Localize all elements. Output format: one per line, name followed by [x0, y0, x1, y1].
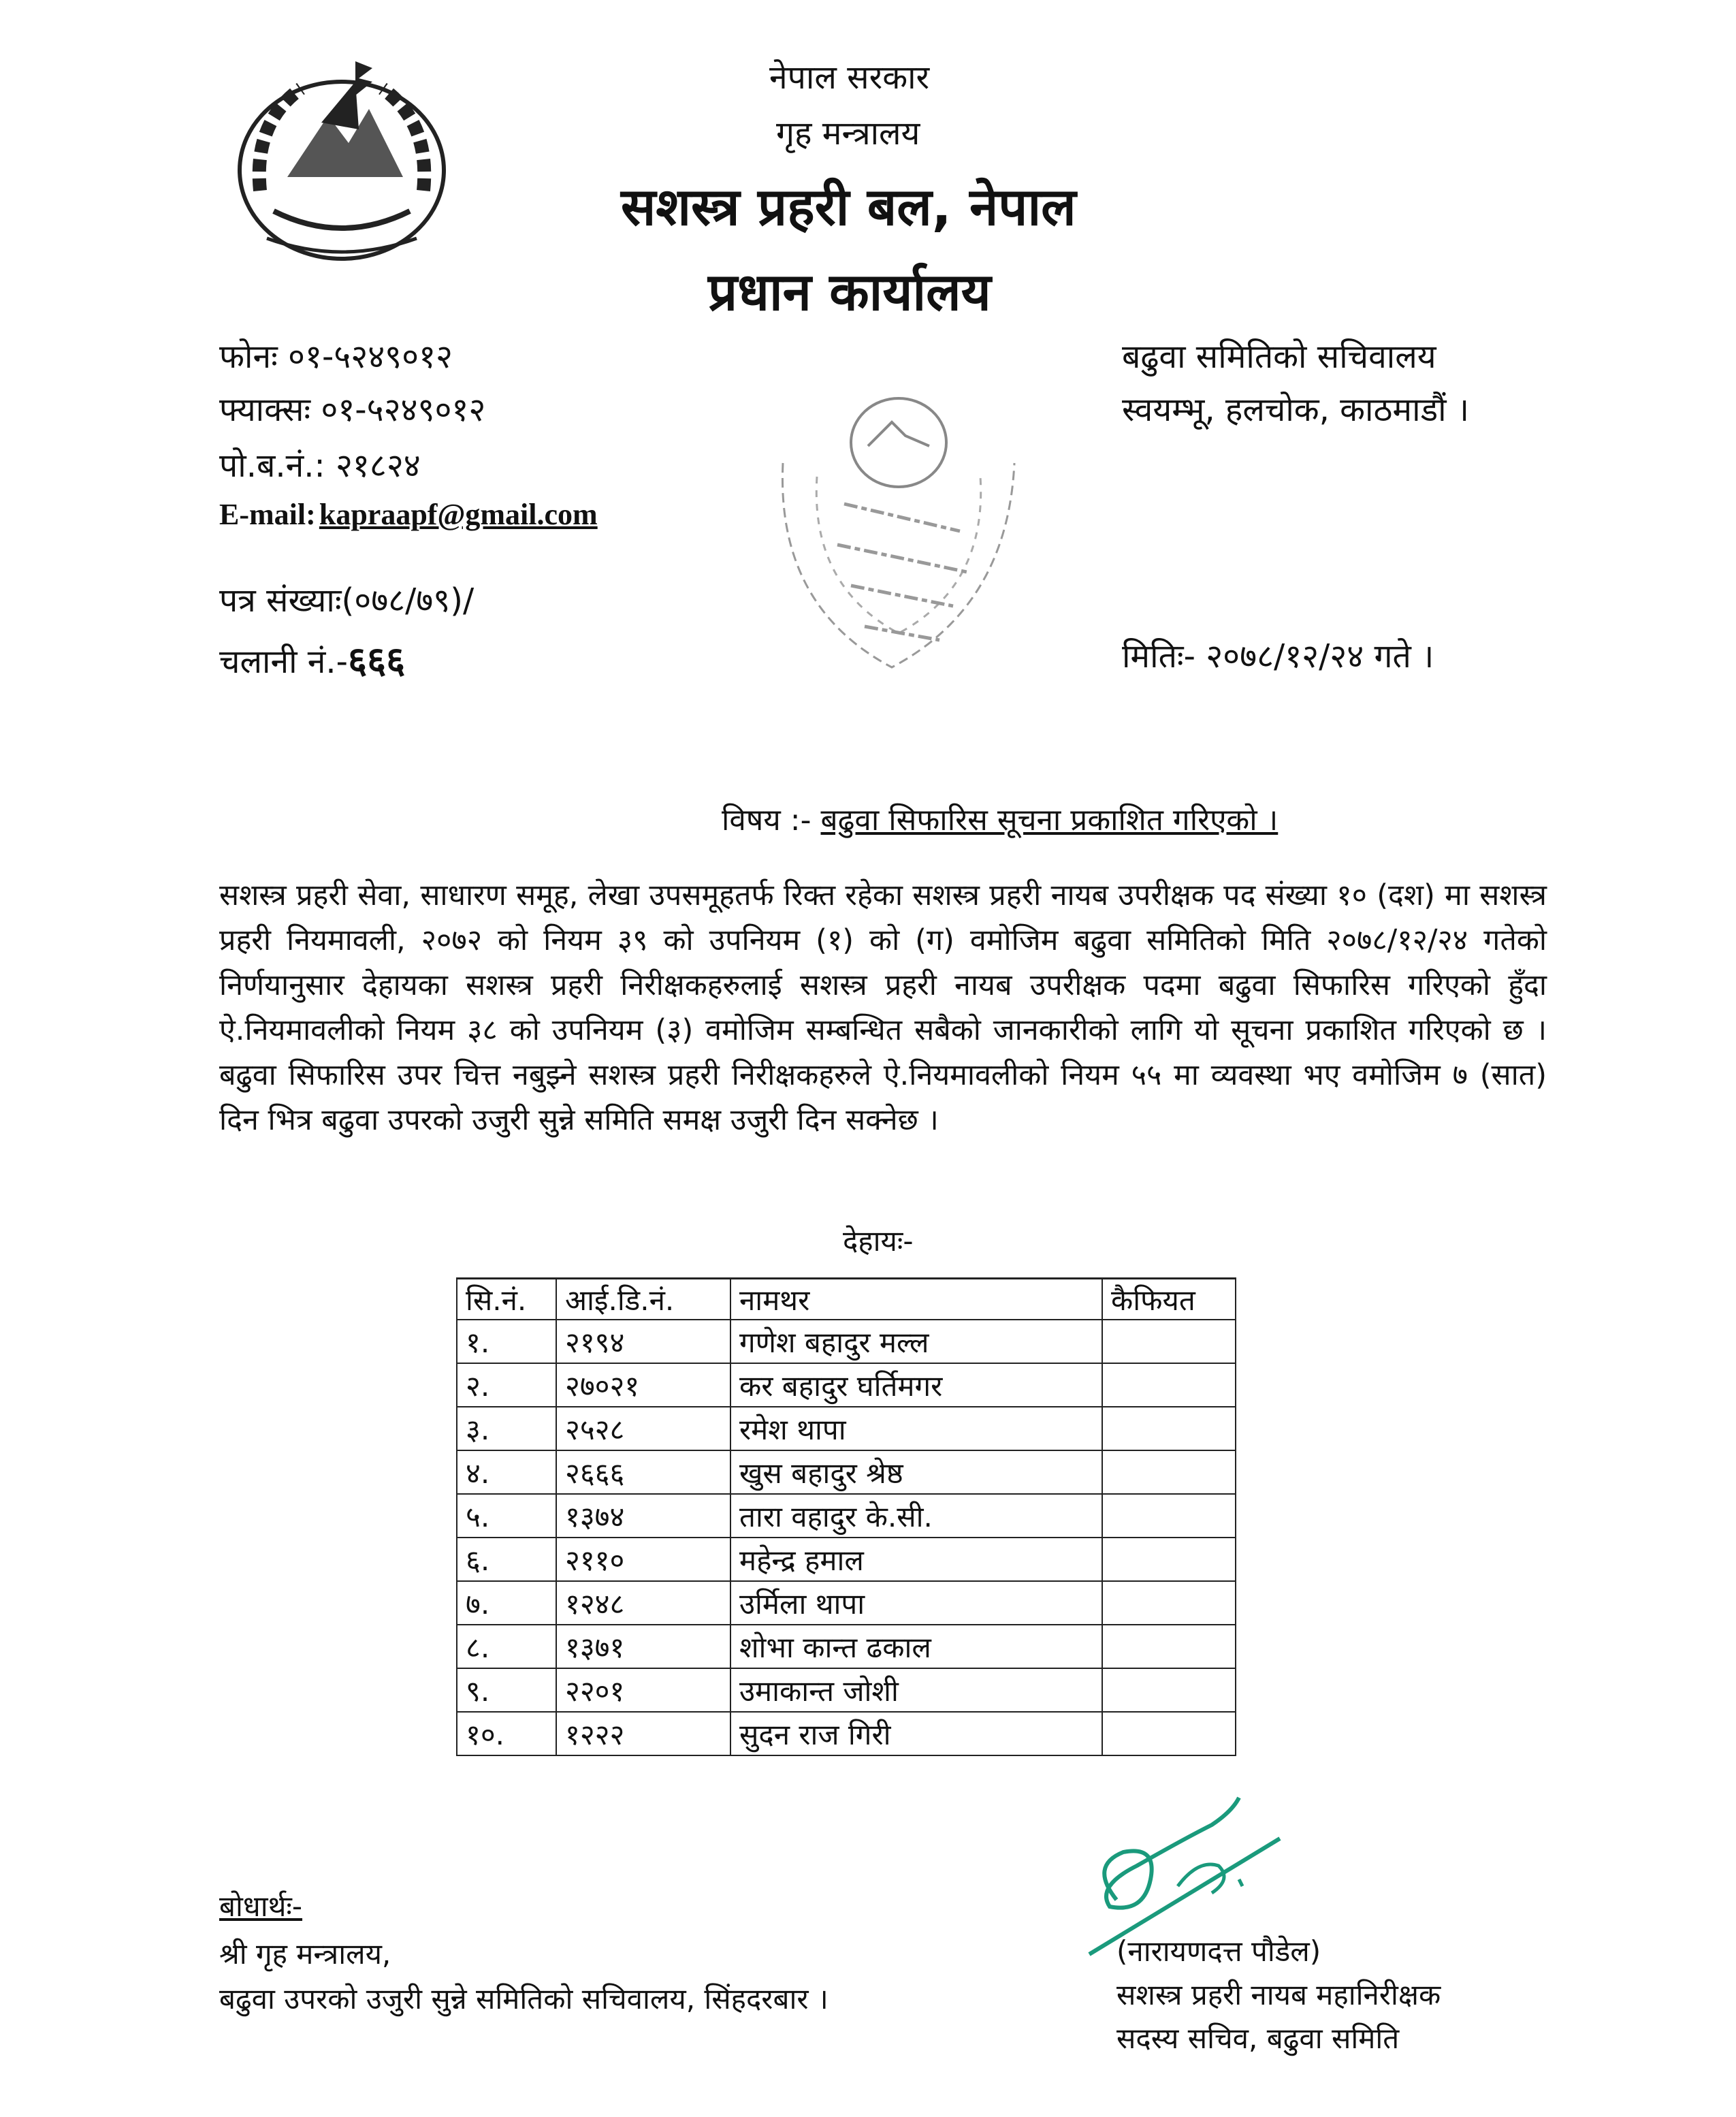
cell-id: २११० — [556, 1538, 730, 1581]
dispatch-label: चलानी नं.- — [219, 643, 349, 681]
cell-serial: १. — [457, 1320, 556, 1363]
cell-name: रमेश थापा — [730, 1407, 1102, 1450]
table-row — [457, 1625, 1236, 1668]
header-id: आई.डि.नं. — [556, 1279, 730, 1320]
cell-remark — [1102, 1712, 1236, 1755]
table-row — [457, 1668, 1236, 1712]
cell-serial: ५. — [457, 1494, 556, 1538]
cell-remark — [1102, 1494, 1236, 1538]
email-label: E-mail: — [219, 498, 316, 531]
signatory-rank: सशस्त्र प्रहरी नायब महानिरीक्षक — [1116, 1978, 1441, 2011]
letter-number: पत्र संख्याः(०७८/७९)/ — [219, 582, 475, 620]
cell-id: १२२२ — [556, 1712, 730, 1755]
cell-name: खुस बहादुर श्रेष्ठ — [730, 1450, 1102, 1494]
cell-remark — [1102, 1407, 1236, 1450]
table-row — [457, 1407, 1236, 1450]
cell-serial: ८. — [457, 1625, 556, 1668]
email-link[interactable]: kapraapf@gmail.com — [319, 498, 598, 531]
cell-serial: ४. — [457, 1450, 556, 1494]
phone-number: फोनः ०१-५२४९०१२ — [219, 338, 453, 376]
cell-name: शोभा कान्त ढकाल — [730, 1625, 1102, 1668]
cc-recipient-1: श्री गृह मन्त्रालय, — [219, 1937, 391, 1971]
cell-id: १३७१ — [556, 1625, 730, 1668]
cell-name: तारा वहादुर के.सी. — [730, 1494, 1102, 1538]
cell-id: १३७४ — [556, 1494, 730, 1538]
subject-text: बढुवा सिफारिस सूचना प्रकाशित गरिएको । — [820, 803, 1279, 838]
po-box: पो.ब.नं.: २१८२४ — [219, 447, 421, 485]
nepal-emblem-logo — [219, 41, 464, 272]
cell-remark — [1102, 1581, 1236, 1625]
secretariat-name: बढुवा समितिको सचिवालय — [1122, 338, 1436, 376]
cc-recipient-2: बढुवा उपरको उजुरी सुन्ने समितिको सचिवालय, सिंहदरबार । — [219, 1982, 829, 2016]
government-name: नेपाल सरकार — [769, 59, 930, 97]
organization-title: सशस्त्र प्रहरी बल, नेपाल — [621, 176, 1076, 237]
table-caption: देहायः- — [843, 1224, 914, 1258]
fax-number: फ्याक्सः ०१-५२४९०१२ — [219, 391, 486, 429]
cell-serial: ७. — [457, 1581, 556, 1625]
email-row — [219, 497, 598, 532]
subject-label: विषय :- — [722, 803, 821, 838]
signatory-role: सदस्य सचिव, बढुवा समिति — [1116, 2022, 1400, 2055]
notice-body: सशस्त्र प्रहरी सेवा, साधारण समूह, लेखा उपसमूहतर्फ रिक्त रहेका सशस्त्र प्रहरी नायब उपरीक्षक पद संख्या १० (दश) मा सशस्त्र प्रहरी नियमावली, २०७२ को नियम ३९ को उपनियम (१) को (ग) वमोजिम बढुवा समितिको मिति २०७८/१२/२४ गतेको निर्णयानुसार देहायका सशस्त्र प्रहरी निरीक्षकहरुलाई सशस्त्र प्रहरी नायब उपरीक्षक पदमा बढुवा सिफारिस गरिएको हुँदा ऐ.नियमावलीको नियम ३८ को उपनियम (३) वमोजिम सम्बन्धित सबैको जानकारीको लागि यो सूचना प्रकाशित गरिएको छ । बढुवा सिफारिस उपर चित्त नबुझ्ने सशस्त्र प्रहरी निरीक्षकहरुले ऐ.नियमावलीको नियम ५५ मा व्यवस्था भए वमोजिम ७ (सात) दिन भित्र बढुवा उपरको उजुरी सुन्ने समिति समक्ष उजुरी दिन सक्नेछ । — [219, 878, 1547, 1137]
cell-id: २२०१ — [556, 1668, 730, 1712]
cell-remark — [1102, 1625, 1236, 1668]
cell-serial: १०. — [457, 1712, 556, 1755]
header-remarks: कैफियत — [1102, 1279, 1236, 1320]
cell-id: २६६६ — [556, 1450, 730, 1494]
table-header-row — [457, 1279, 1236, 1320]
cell-id: १२४८ — [556, 1581, 730, 1625]
header-serial: सि.नं. — [457, 1279, 556, 1320]
cell-serial: ३. — [457, 1407, 556, 1450]
table-row — [457, 1581, 1236, 1625]
letter-date: मितिः- २०७८/१२/२४ गते । — [1122, 637, 1434, 675]
cell-remark — [1102, 1320, 1236, 1363]
cell-id: २१९४ — [556, 1320, 730, 1363]
dispatch-row — [219, 633, 405, 684]
ministry-name: गृह मन्त्रालय — [776, 114, 920, 153]
cell-name: महेन्द्र हमाल — [730, 1538, 1102, 1581]
office-stamp-seal — [756, 381, 1042, 681]
header-name: नामथर — [730, 1279, 1102, 1320]
cell-id: २५२८ — [556, 1407, 730, 1450]
cell-remark — [1102, 1668, 1236, 1712]
signatory-name: (नारायणदत्त पौडेल) — [1116, 1935, 1321, 1968]
cell-remark — [1102, 1450, 1236, 1494]
secretariat-address: स्वयम्भू, हलचोक, काठमाडौं । — [1122, 391, 1470, 429]
promotion-table — [456, 1277, 1236, 1756]
cell-name: उमाकान्त जोशी — [730, 1668, 1102, 1712]
dispatch-number: ६६६ — [348, 639, 406, 682]
cell-name: गणेश बहादुर मल्ल — [730, 1320, 1102, 1363]
cell-id: २७०२१ — [556, 1363, 730, 1407]
table-row — [457, 1450, 1236, 1494]
table-row — [457, 1538, 1236, 1581]
cell-serial: २. — [457, 1363, 556, 1407]
cell-name: सुदन राज गिरी — [730, 1712, 1102, 1755]
table-row — [457, 1320, 1236, 1363]
cell-remark — [1102, 1363, 1236, 1407]
subject-line — [722, 798, 1278, 839]
cc-label: बोधार्थः- — [219, 1890, 303, 1923]
table-row — [457, 1494, 1236, 1538]
table-row — [457, 1363, 1236, 1407]
cell-serial: ६. — [457, 1538, 556, 1581]
office-title: प्रधान कार्यालय — [708, 261, 991, 322]
cell-serial: ९. — [457, 1668, 556, 1712]
table-row — [457, 1712, 1236, 1755]
cell-remark — [1102, 1538, 1236, 1581]
cell-name: कर बहादुर घर्तिमगर — [730, 1363, 1102, 1407]
cell-name: उर्मिला थापा — [730, 1581, 1102, 1625]
